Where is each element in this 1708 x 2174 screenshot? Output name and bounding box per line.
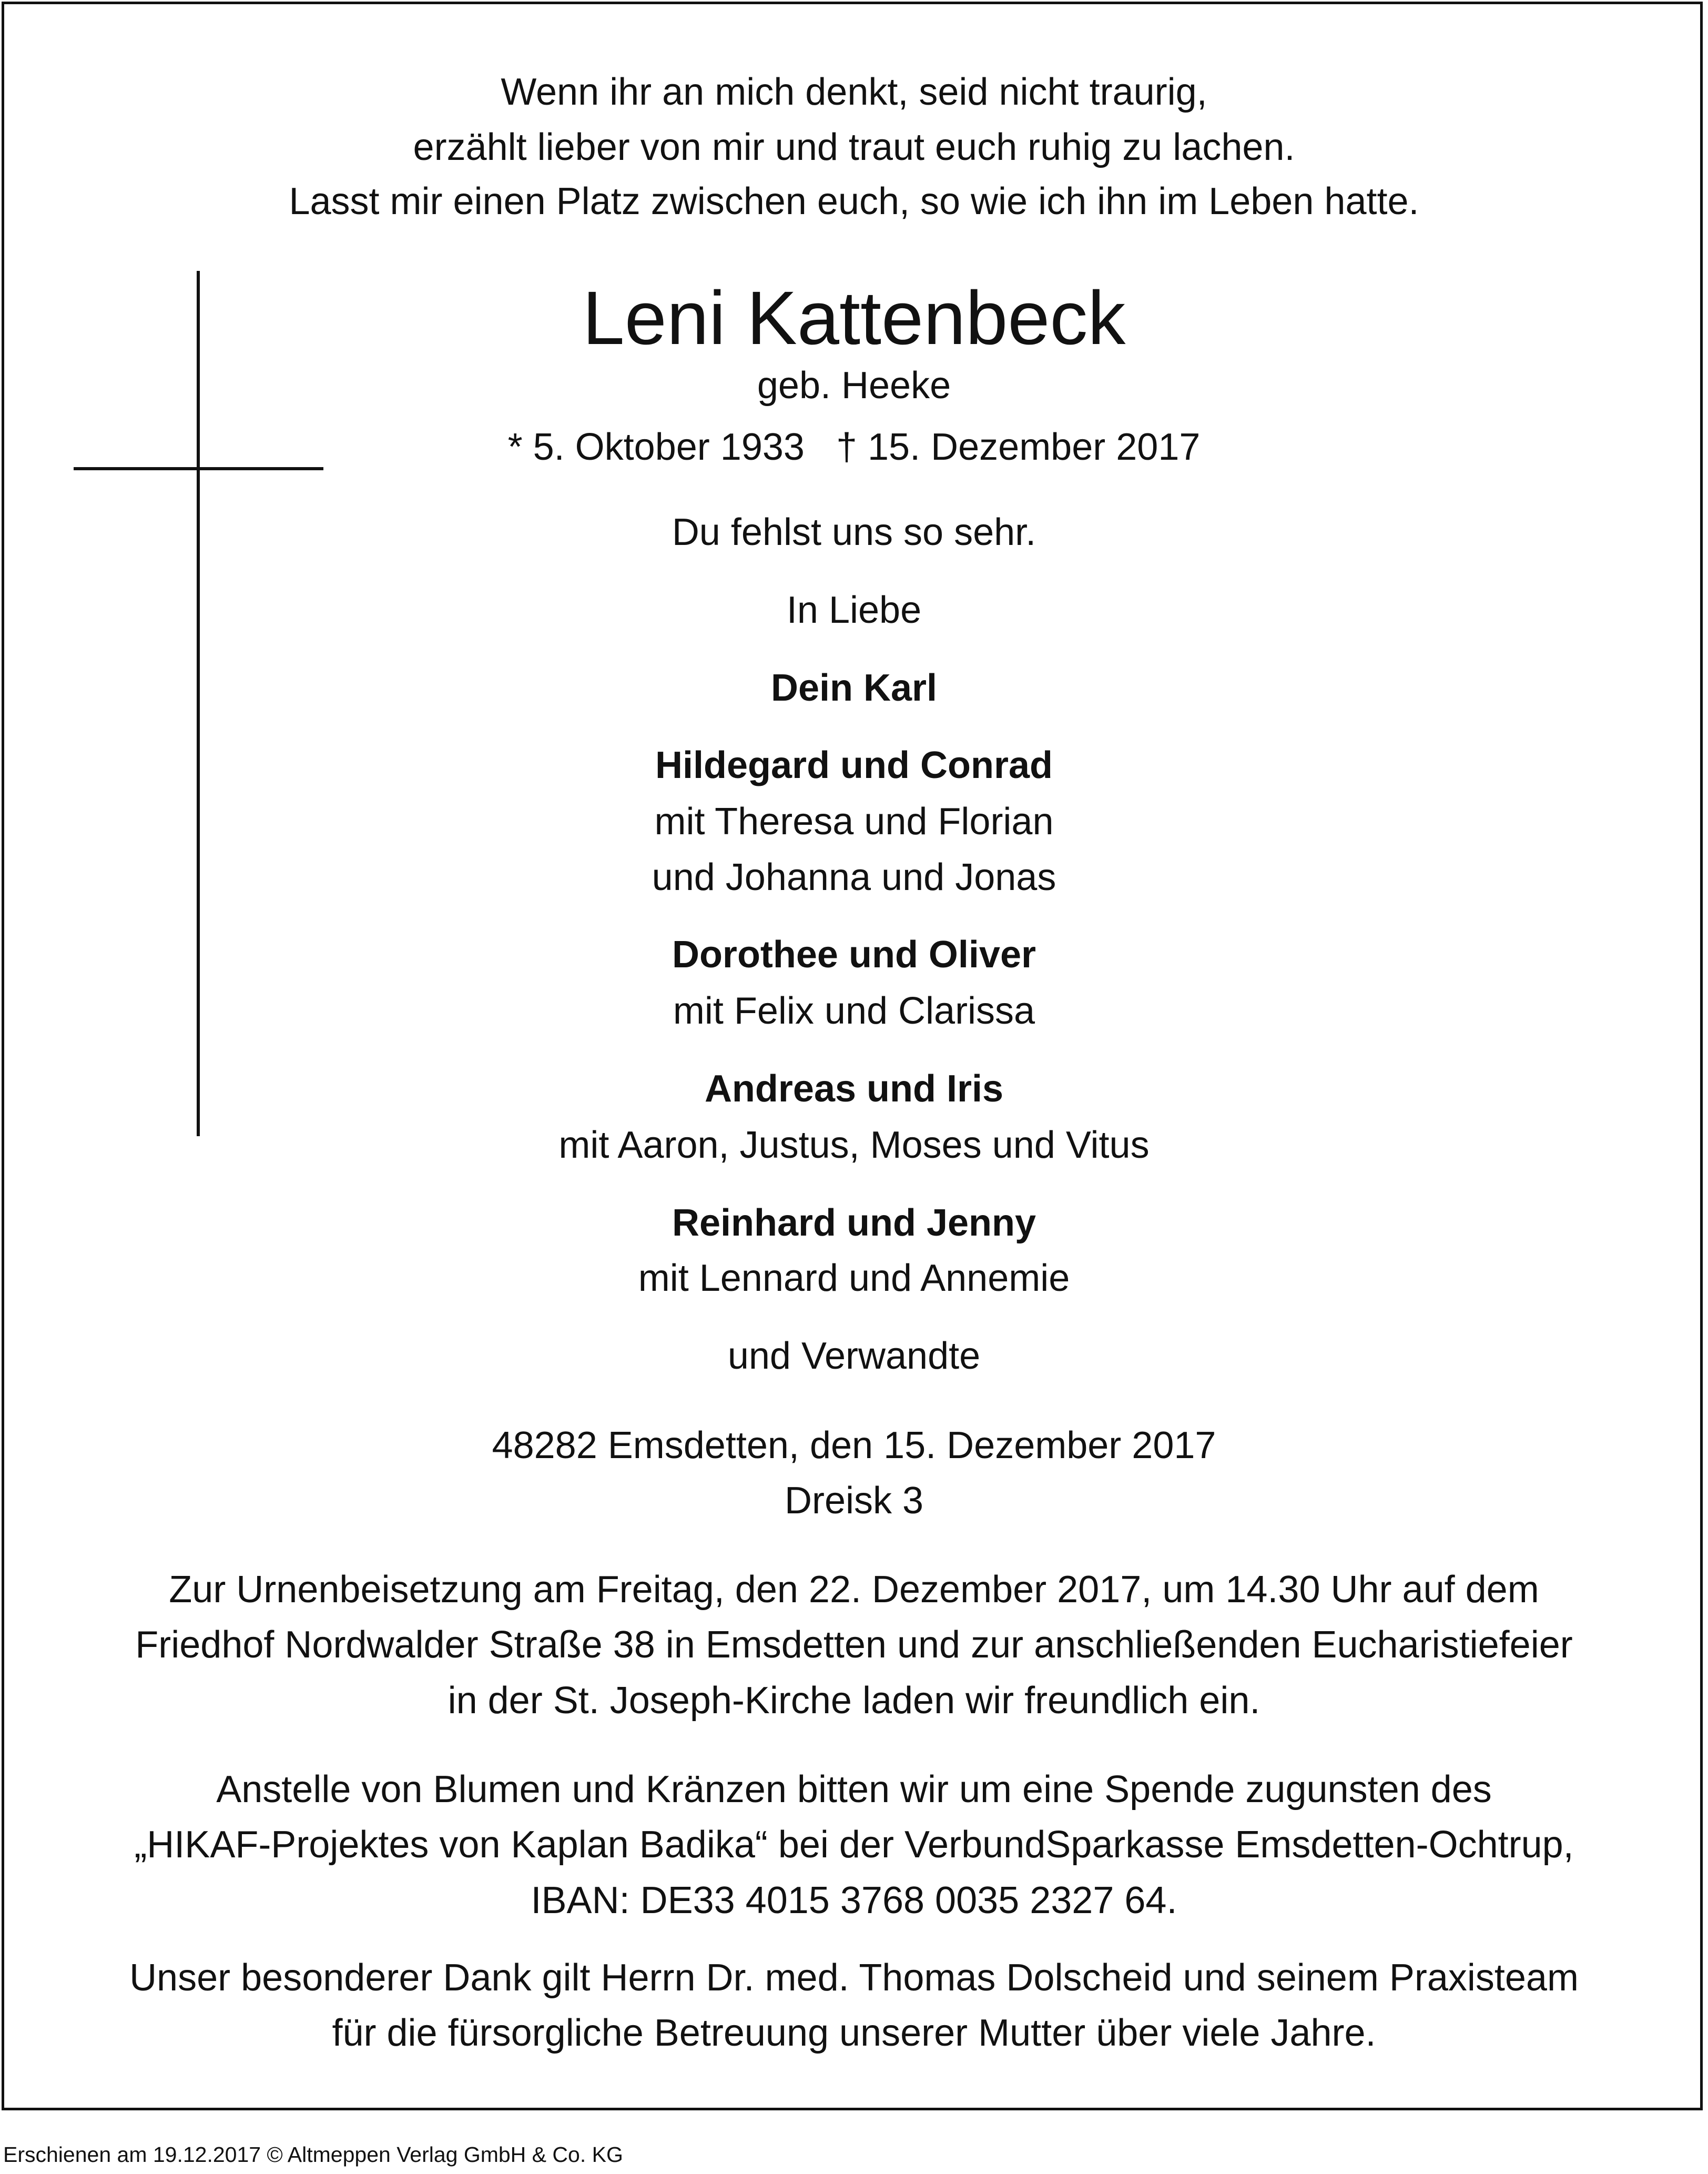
family-4-head: Reinhard und Jenny [672, 1202, 1036, 1244]
message: Du fehlst uns so sehr. [672, 511, 1036, 553]
donation-line-3: IBAN: DE33 4015 3768 0035 2327 64. [531, 1879, 1177, 1922]
place-date: 48282 Emsdetten, den 15. Dezember 2017 [492, 1424, 1216, 1467]
family-3-children: mit Aaron, Justus, Moses und Vitus [558, 1124, 1150, 1166]
in-love: In Liebe [786, 589, 922, 631]
birth-name: geb. Heeke [757, 365, 951, 407]
ceremony-line-2: Friedhof Nordwalder Straße 38 in Emsdetten und zur anschließenden Eucharistiefeier [135, 1624, 1573, 1666]
relatives: und Verwandte [727, 1335, 981, 1377]
donation-line-1: Anstelle von Blumen und Kränzen bitten wir um eine Spende zugunsten des [216, 1768, 1492, 1811]
publication-footer: Erschienen am 19.12.2017 © Altmeppen Verlag GmbH & Co. KG [3, 2142, 623, 2167]
family-2-children: mit Felix und Clarissa [673, 990, 1035, 1032]
family-2-head: Dorothee und Oliver [672, 934, 1036, 976]
donation-line-2: „HIKAF-Projektes von Kaplan Badika“ bei der VerbundSparkasse Emsdetten-Ochtrup, [134, 1824, 1574, 1866]
deceased-name: Leni Kattenbeck [582, 276, 1126, 360]
family-1-head: Hildegard und Conrad [655, 744, 1053, 786]
quote-line-1: Wenn ihr an mich denkt, seid nicht traurig, [501, 71, 1207, 113]
ceremony-line-1: Zur Urnenbeisetzung am Freitag, den 22. Dezember 2017, um 14.30 Uhr auf dem [169, 1569, 1539, 1611]
life-dates: * 5. Oktober 1933 † 15. Dezember 2017 [507, 426, 1201, 468]
ceremony-line-3: in der St. Joseph-Kirche laden wir freundlich ein. [448, 1680, 1260, 1722]
quote-line-3: Lasst mir einen Platz zwischen euch, so wie ich ihn im Leben hatte. [289, 180, 1419, 223]
address: Dreisk 3 [784, 1480, 924, 1522]
mourner-spouse: Dein Karl [770, 667, 938, 709]
family-1-children-1: mit Theresa und Florian [654, 801, 1054, 843]
family-1-children-2: und Johanna und Jonas [652, 856, 1056, 898]
quote-line-2: erzählt lieber von mir und traut euch ruhig zu lachen. [413, 126, 1295, 168]
thanks-line-2: für die fürsorgliche Betreuung unserer Mutter über viele Jahre. [332, 2012, 1376, 2054]
family-3-head: Andreas und Iris [704, 1068, 1004, 1110]
thanks-line-1: Unser besonderer Dank gilt Herrn Dr. med. Thomas Dolscheid und seinem Praxisteam [129, 1957, 1579, 1999]
family-4-children: mit Lennard und Annemie [638, 1257, 1070, 1299]
